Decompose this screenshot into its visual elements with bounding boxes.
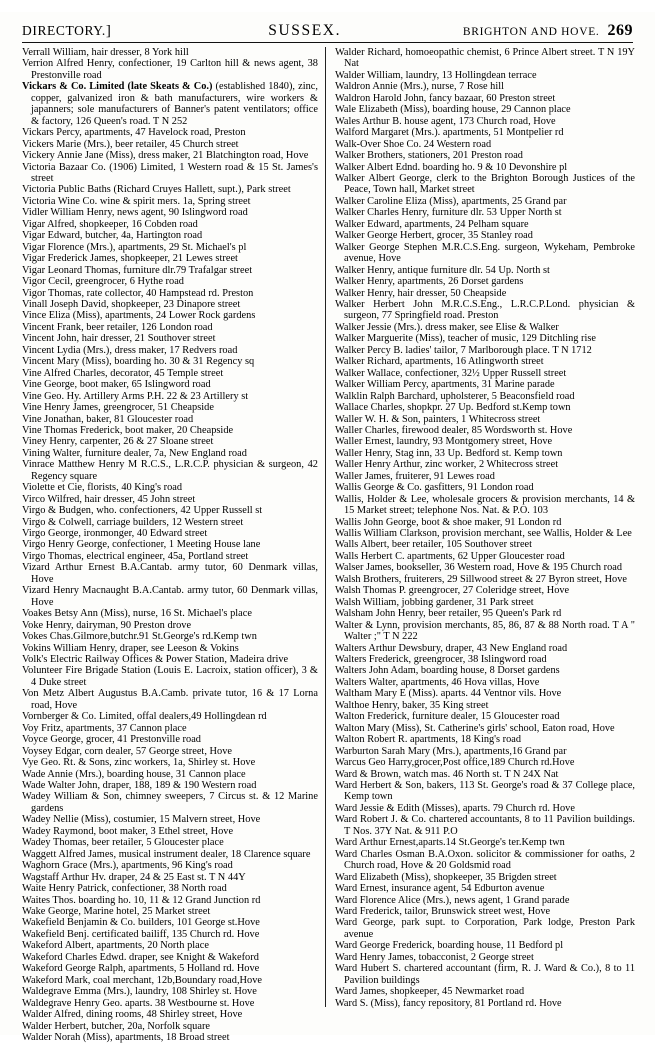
directory-entry xyxy=(22,81,318,127)
page-number: 269 xyxy=(607,22,633,39)
directory-entry: Vornberger & Co. Limited, offal dealers,49 Hollingdean rd xyxy=(22,711,267,723)
directory-entry: Virgo & Colwell, carriage builders, 12 Western street xyxy=(22,516,244,528)
directory-entry: Volunteer Fire Brigade Station (Louis E. Lacroix, station officer), 3 & 4 Duke street xyxy=(22,665,318,688)
directory-entry: Walters Walter, apartments, 46 Hova villas, Hove xyxy=(335,676,540,688)
directory-entry: Wade Annie (Mrs.), boarding house, 31 Cannon place xyxy=(22,768,246,780)
directory-entry: Von Metz Albert Augustus B.A.Camb. private tutor, 16 & 17 Lorna road, Hove xyxy=(22,688,318,711)
directory-entry: Wallis William Clarkson, provision merchant, see Wallis, Holder & Lee xyxy=(335,528,632,540)
directory-entry: Vokins William Henry, draper, see Leeson & Vokins xyxy=(22,642,239,654)
directory-entry: Ward & Brown, watch mas. 46 North st. T N 24X Nat xyxy=(335,768,559,780)
directory-entry: Ward Jessie & Edith (Misses), aparts. 79 Church rd. Hove xyxy=(335,802,575,814)
directory-entry: Waller James, fruiterer, 91 Lewes road xyxy=(335,470,495,482)
directory-entry: Vining Walter, furniture dealer, 7a, New England road xyxy=(22,447,247,459)
directory-entry: Walker Albert George, clerk to the Brighton Borough Justices of the Peace, Town hall, Market street xyxy=(335,172,635,196)
directory-entry: Waldegrave Henry Geo. aparts. 38 Westbourne st. Hove xyxy=(22,997,255,1009)
directory-entry: Wales Arthur B. house agent, 173 Church road, Hove xyxy=(335,115,556,127)
directory-entry: Vine Henry James, greengrocer, 51 Cheapside xyxy=(22,402,214,414)
directory-entry: Virgo Thomas, electrical engineer, 45a, Portland street xyxy=(22,550,249,562)
directory-entry: Vincent John, hair dresser, 21 Southover street xyxy=(22,333,216,345)
directory-entry: Vince Eliza (Miss), apartments, 24 Lower Rock gardens xyxy=(22,310,256,322)
directory-entry: Victoria Bazaar Co. (1906) Limited, 1 Western road & 15 St. James's street xyxy=(22,161,318,184)
directory-entry: Walker William Percy, apartments, 31 Marine parade xyxy=(335,379,555,391)
directory-entry: Walter & Lynn, provision merchants, 85, 86, 87 & 88 North road. T A " Walter ;" T N 222 xyxy=(335,619,635,643)
directory-entry: Walker George Herbert, grocer, 35 Stanley road xyxy=(335,230,533,242)
directory-entry: Waller W. H. & Son, painters, 1 Whitecross street xyxy=(335,413,541,425)
directory-page xyxy=(0,12,655,1043)
directory-entry: Walder Norah (Miss), apartments, 18 Broad street xyxy=(22,1031,230,1043)
directory-entry: Walker George Stephen M.R.C.S.Eng. surgeon, Wykeham, Pembroke avenue, Hove xyxy=(335,241,635,265)
directory-column-right xyxy=(325,47,635,1007)
directory-entry: Wakefield Benj. certificated bailiff, 135 Church rd. Hove xyxy=(22,928,260,940)
directory-entry: Vye Geo. Rt. & Sons, zinc workers, 1a, Shirley st. Hove xyxy=(22,757,256,769)
directory-entry: Walsham John Henry, beer retailer, 95 Queen's Park rd xyxy=(335,608,562,620)
directory-entry: Wadey William & Son, chimney sweepers, 7 Circus st. & 12 Marine gardens xyxy=(22,791,318,814)
directory-entry: Voakes Betsy Ann (Miss), nurse, 16 St. Michael's place xyxy=(22,608,252,620)
directory-entry: Vigar Alfred, shopkeeper, 16 Cobden road xyxy=(22,218,198,230)
directory-entry: Voy Fritz, apartments, 37 Cannon place xyxy=(22,722,187,734)
directory-entry: Voyce George, grocer, 41 Prestonville road xyxy=(22,734,201,746)
directory-entry: Walder Alfred, dining rooms, 48 Shirley street, Hove xyxy=(22,1009,243,1021)
directory-entry: Vickers Marie (Mrs.), beer retailer, 45 Church street xyxy=(22,138,239,150)
directory-entry: Walters John Adam, boarding house, 8 Dorset gardens xyxy=(335,665,560,677)
directory-entry: Ward Florence Alice (Mrs.), news agent, 1 Grand parade xyxy=(335,894,570,906)
directory-entry: Walters Frederick, greengrocer, 38 Islingword road xyxy=(335,654,547,666)
directory-entry: Walker Richard, apartments, 16 Atlingworth street xyxy=(335,356,544,368)
running-head-left xyxy=(22,23,115,40)
directory-entry: Vickery Annie Jane (Miss), dress maker, 21 Blatchington road, Hove xyxy=(22,150,309,162)
directory-entry: Vincent Mary (Miss), boarding ho. 30 & 31 Regency sq xyxy=(22,356,255,368)
directory-entry: Wakeford Charles Edwd. draper, see Knight & Wakeford xyxy=(22,951,259,963)
directory-columns xyxy=(22,47,635,1043)
directory-entry: Vine Geo. Hy. Artillery Arms P.H. 22 & 23 Artillery st xyxy=(22,390,249,402)
directory-entry: Vickars Percy, apartments, 47 Havelock road, Preston xyxy=(22,127,246,139)
directory-entry: Violette et Cie, florists, 40 King's road xyxy=(22,482,183,494)
running-head-right: BRIGHTON AND HOVE. xyxy=(462,26,600,38)
directory-entry: Wade Walter John, draper, 188, 189 & 190 Western road xyxy=(22,780,257,791)
directory-entry: Vizard Henry Macnaught B.A.Cantab. army tutor, 60 Denmark villas, Hove xyxy=(22,585,318,608)
directory-entry: Walthoe Henry, baker, 35 King street xyxy=(335,699,489,711)
directory-entry: Walker Caroline Eliza (Miss), apartments, 25 Grand par xyxy=(335,195,567,207)
directory-entry: Vincent Lydia (Mrs.), dress maker, 17 Redvers road xyxy=(22,344,238,356)
directory-entry: Vigar Florence (Mrs.), apartments, 29 St. Michael's pl xyxy=(22,241,247,253)
directory-entry: Waite Henry Patrick, confectioner, 38 North road xyxy=(22,883,227,895)
directory-entry: Wakefield Benjamin & Co. builders, 101 George st.Hove xyxy=(22,917,260,929)
directory-entry: Walters Arthur Dewsbury, draper, 43 New England road xyxy=(335,642,568,654)
directory-entry: Walsh Thomas P. greengrocer, 27 Coleridge street, Hove xyxy=(335,585,570,597)
directory-entry: Walsh Brothers, fruiterers, 29 Sillwood street & 27 Byron street, Hove xyxy=(335,573,627,585)
directory-entry: Vigar Edward, butcher, 4a, Hartington road xyxy=(22,230,203,242)
directory-entry-business-name: Vickars & Co. Limited (late Skeats & Co.) xyxy=(22,81,213,93)
directory-entry: Verrall William, hair dresser, 8 York hill xyxy=(22,47,189,58)
directory-entry: Wadey Raymond, boot maker, 3 Ethel street, Hove xyxy=(22,825,234,837)
directory-entry: Wadey Nellie (Miss), costumier, 15 Malvern street, Hove xyxy=(22,814,261,826)
directory-entry: Walker Jessie (Mrs.). dress maker, see Elise & Walker xyxy=(335,321,559,333)
directory-entry: Wakeford Mark, coal merchant, 12b,Boundary road,Hove xyxy=(22,974,263,986)
directory-entry: Wallis George & Co. gasfitters, 91 London road xyxy=(335,482,534,494)
directory-entry: Virgo Henry George, confectioner, 1 Meeting House lane xyxy=(22,539,261,551)
directory-entry: Ward George, park supt. to Corporation, Park lodge, Preston Park avenue xyxy=(335,917,635,940)
directory-entry: Ward S. (Miss), fancy repository, 81 Portland rd. Hove xyxy=(335,997,562,1009)
directory-entry: Waldron Harold John, fancy bazaar, 60 Preston street xyxy=(335,92,556,104)
directory-entry: Walker Herbert John M.R.C.S.Eng., L.R.C.P.Lond. physician & surgeon, 77 Springfield road. Preston xyxy=(335,298,635,322)
directory-entry: Walklin Ralph Barchard, upholsterer, 5 Beaconsfield road xyxy=(335,390,575,402)
directory-entry: Walton Mary (Miss), St. Catherine's girls' school, Eaton road, Hove xyxy=(335,722,615,734)
directory-entry: Viney Henry, carpenter, 26 & 27 Sloane street xyxy=(22,436,214,448)
directory-entry: Waltham Mary E (Miss). aparts. 44 Ventnor vils. Hove xyxy=(335,688,562,700)
directory-entry: Vokes Chas.Gilmore,butchr.91 St.George's rd.Kemp twn xyxy=(22,631,257,643)
directory-entry: Ward Arthur Ernest,aparts.14 St.George's ter.Kemp twn xyxy=(335,837,565,849)
directory-entry: Ward Elizabeth (Miss), shopkeeper, 35 Brigden street xyxy=(335,871,557,883)
directory-entry: Vigor Thomas, rate collector, 40 Hampstead rd. Preston xyxy=(22,287,254,299)
directory-entry: Waller Charles, firewood dealer, 85 Wordsworth st. Hove xyxy=(335,424,573,436)
directory-entry: Wallis John George, boot & shoe maker, 91 London rd xyxy=(335,516,562,528)
directory-entry: Voysey Edgar, corn dealer, 57 George street, Hove xyxy=(22,745,233,757)
directory-column-left xyxy=(22,47,325,1043)
directory-entry: Vine Alfred Charles, decorator, 45 Temple street xyxy=(22,367,224,379)
directory-entry: Ward Robert J. & Co. chartered accountants, 8 to 11 Pavilion buildings. T Nos. 37Y Nat. & 911 P.O xyxy=(335,814,635,837)
directory-entry: Waldegrave Emma (Mrs.), laundry, 108 Shirley st. Hove xyxy=(22,986,257,998)
running-head-bracket: ] xyxy=(105,23,112,39)
directory-entry-detail: (established 1840), zinc, copper, galvanized iron & bath manufacturers, wire workers & japanners; sole manufacturers of Banner's patent ventilators; office & factory, 126 Queen's road. T N 252 xyxy=(31,81,318,127)
directory-entry: Walton Robert R. apartments, 18 King's road xyxy=(335,734,522,746)
directory-entry: Waller Henry Arthur, zinc worker, 2 Whitecross street xyxy=(335,459,559,471)
directory-entry: Vincent Frank, beer retailer, 126 London road xyxy=(22,321,213,333)
directory-entry: Waites Thos. boarding ho. 10, 11 & 12 Grand Junction rd xyxy=(22,894,261,906)
directory-entry: Walker Henry, antique furniture dlr. 54 Up. North st xyxy=(335,264,550,276)
directory-entry: Ward Charles Osman B.A.Oxon. solicitor & commissioner for oaths, 2 Church road, Hove & 20 Goldsmid road xyxy=(335,848,635,872)
directory-entry: Vine George, boot maker, 65 Islingword road xyxy=(22,379,211,391)
directory-entry: Walker Charles Henry, furniture dlr. 53 Upper North st xyxy=(335,207,562,219)
directory-entry: Virgo & Budgen, who. confectioners, 42 Upper Russell st xyxy=(22,505,263,517)
directory-entry: Walker Edward, apartments, 24 Pelham square xyxy=(335,218,529,230)
directory-entry: Warburton Sarah Mary (Mrs.), apartments,16 Grand par xyxy=(335,745,567,757)
directory-entry: Walls Herbert C. apartments, 62 Upper Gloucester road xyxy=(335,550,565,562)
directory-entry: Voke Henry, dairyman, 90 Preston drove xyxy=(22,619,192,631)
directory-entry: Walton Frederick, furniture dealer, 15 Gloucester road xyxy=(335,711,560,723)
directory-entry: Virgo George, ironmonger, 40 Edward street xyxy=(22,528,208,540)
directory-entry: Ward Henry James, tobacconist, 2 George street xyxy=(335,951,534,963)
directory-entry: Ward George Frederick, boarding house, 11 Bedford pl xyxy=(335,940,564,952)
directory-entry: Wallis, Holder & Lee, wholesale grocers & provision merchants, 14 & 15 Market street; telephone Nos. Nat. & P.O. 103 xyxy=(335,493,635,517)
directory-entry: Volk's Electric Railway Offices & Power Station, Madeira drive xyxy=(22,654,289,666)
directory-entry: Walder Richard, homoeopathic chemist, 6 Prince Albert street. T N 19Y Nat xyxy=(335,47,635,70)
directory-entry: Ward Frederick, tailor, Brunswick street west, Hove xyxy=(335,905,551,917)
directory-entry: Vigar Frederick James, shopkeeper, 21 Lewes street xyxy=(22,253,238,265)
directory-entry: Walford Margaret (Mrs.). apartments, 51 Montpelier rd xyxy=(335,127,564,139)
directory-entry: Vine Thomas Frederick, boot maker, 20 Cheapside xyxy=(22,424,234,436)
directory-entry: Virco Wilfred, hair dresser, 45 John street xyxy=(22,493,196,505)
directory-entry: Waghorn Grace (Mrs.), apartments, 96 King's road xyxy=(22,860,233,872)
directory-entry: Ward Herbert & Son, bakers, 113 St. George's road & 37 College place, Kemp town xyxy=(335,780,635,803)
directory-entry: Walker Brothers, stationers, 201 Preston road xyxy=(335,150,523,162)
directory-entry: Walker Marguerite (Miss), teacher of music, 129 Ditchling rise xyxy=(335,333,596,345)
directory-entry: Walker Henry, apartments, 26 Dorset gardens xyxy=(335,276,524,288)
directory-entry: Wale Elizabeth (Miss), boarding house, 29 Cannon place xyxy=(335,104,571,116)
directory-entry: Vidler William Henry, news agent, 90 Islingword road xyxy=(22,207,248,219)
directory-entry: Walsh William, jobbing gardener, 31 Park street xyxy=(335,596,534,608)
directory-entry: Ward James, shopkeeper, 45 Newmarket road xyxy=(335,986,525,998)
directory-entry: Waller Ernest, laundry, 93 Montgomery street, Hove xyxy=(335,436,553,448)
directory-entry: Wallace Charles, shopkpr. 27 Up. Bedford st.Kemp town xyxy=(335,402,571,414)
directory-entry: Victoria Wine Co. wine & spirit mers. 1a, Spring street xyxy=(22,195,251,207)
directory-entry: Walker Wallace, confectioner, 32½ Upper Russell street xyxy=(335,367,567,379)
running-head-center: SUSSEX. xyxy=(268,22,342,39)
directory-entry: Waggett Alfred James, musical instrument dealer, 18 Clarence square xyxy=(22,848,311,860)
directory-entry: Ward Hubert S. chartered accountant (firm, R. J. Ward & Co.), 8 to 11 Pavilion buildings xyxy=(335,963,635,986)
directory-entry: Vine Jonathan, baker, 81 Gloucester road xyxy=(22,413,194,425)
directory-entry: Vinrace Matthew Henry M R.C.S., L.R.C.P. physician & surgeon, 42 Regency square xyxy=(22,459,318,482)
directory-entry: Vigar Leonard Thomas, furniture dlr.79 Trafalgar street xyxy=(22,264,253,276)
directory-entry: Vizard Arthur Ernest B.A.Cantab. army tutor, 60 Denmark villas, Hove xyxy=(22,562,318,585)
running-head-left-label: DIRECTORY. xyxy=(22,23,106,38)
directory-entry: Walser James, bookseller, 36 Western road, Hove & 195 Church road xyxy=(335,562,622,574)
directory-entry: Vinall Joseph David, shopkeeper, 23 Dinapore street xyxy=(22,298,241,310)
directory-entry: Waller Henry, Stag inn, 33 Up. Bedford st. Kemp town xyxy=(335,447,563,459)
directory-entry: Ward Ernest, insurance agent, 54 Edburton avenue xyxy=(335,883,545,895)
directory-entry: Wadey Thomas, beer retailer, 5 Gloucester place xyxy=(22,837,224,849)
directory-entry: Wakeford George Ralph, apartments, 5 Holland rd. Hove xyxy=(22,963,260,975)
directory-entry: Warcus Geo Harry,grocer,Post office,189 Church rd.Hove xyxy=(335,757,575,769)
directory-entry: Walker Albert Ednd. boarding ho. 9 & 10 Devonshire pl xyxy=(335,161,568,173)
directory-entry: Walker Henry, hair dresser, 50 Cheapside xyxy=(335,287,507,299)
directory-entry: Wagstaff Arthur Hv. draper, 24 & 25 East st. T N 44Y xyxy=(22,871,246,883)
directory-entry: Walder William, laundry, 13 Hollingdean terrace xyxy=(335,69,537,81)
directory-entry: Walder Herbert, butcher, 20a, Norfolk square xyxy=(22,1020,211,1032)
directory-entry: Walker Percy B. ladies' tailor, 7 Marlborough place. T N 1712 xyxy=(335,344,592,356)
directory-entry: Wake George, Marine hotel, 25 Market street xyxy=(22,905,211,917)
directory-entry: Vigor Cecil, greengrocer, 6 Hythe road xyxy=(22,276,185,288)
directory-entry: Verrion Alfred Henry, confectioner, 19 Carlton hill & news agent, 38 Prestonville road xyxy=(22,58,318,81)
directory-entry: Wakeford Albert, apartments, 20 North place xyxy=(22,940,210,952)
directory-entry: Walk-Over Shoe Co. 24 Western road xyxy=(335,138,492,150)
directory-entry: Walls Albert, beer retailer, 105 Southover street xyxy=(335,539,533,551)
directory-entry: Waldron Annie (Mrs.), nurse, 7 Rose hill xyxy=(335,81,504,93)
running-head xyxy=(22,12,633,43)
directory-entry: Victoria Public Baths (Richard Cruyes Hallett, supt.), Park street xyxy=(22,184,291,196)
